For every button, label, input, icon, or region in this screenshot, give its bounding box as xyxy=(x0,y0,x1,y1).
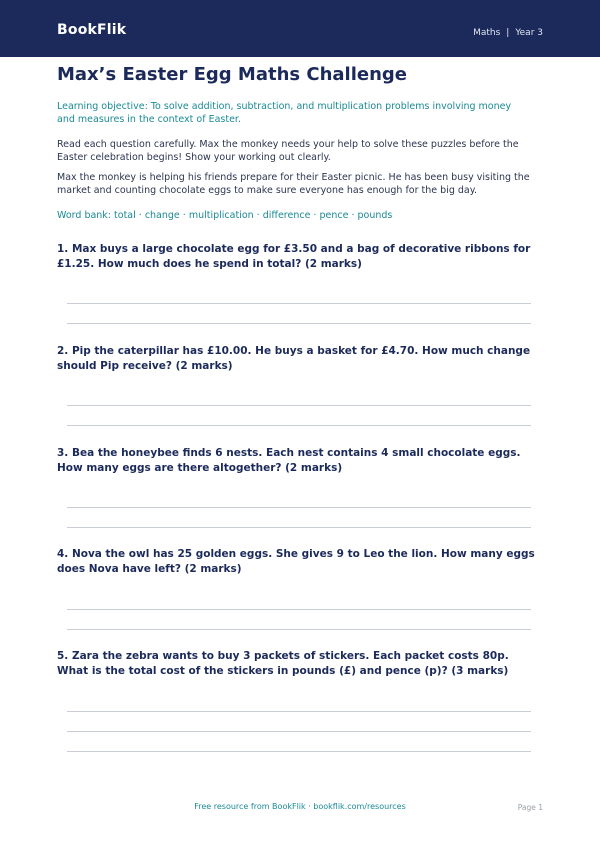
subject-label: Maths xyxy=(473,28,501,38)
answer-line xyxy=(67,609,531,610)
question-1: 1. Max buys a large chocolate egg for £3.50 and a bag of decorative ribbons for £1.25. How much does he spend in total? (2 marks) xyxy=(57,243,531,270)
page-number: Page 1 xyxy=(517,803,543,812)
answer-line xyxy=(67,629,531,630)
meta-separator: | xyxy=(506,28,510,38)
header-bar xyxy=(0,0,600,57)
question-5: 5. Zara the zebra wants to buy 3 packets of stickers. Each packet costs 80p. What is the total cost of the stickers in pounds (£) and pence (p)? (3 marks) xyxy=(57,650,509,677)
question-4: 4. Nova the owl has 25 golden eggs. She gives 9 to Leo the lion. How many eggs does Nova have left? (2 marks) xyxy=(57,548,535,575)
worksheet-title: Max’s Easter Egg Maths Challenge xyxy=(57,64,408,85)
answer-line xyxy=(67,323,531,324)
subject-year-label xyxy=(473,28,543,38)
answer-line xyxy=(67,751,531,752)
instructions-paragraph: Read each question carefully. Max the monkey needs your help to solve these puzzles before the Easter celebration begins! Show your working out clearly. xyxy=(57,139,519,163)
answer-line xyxy=(67,731,531,732)
answer-line xyxy=(67,425,531,426)
brand-logo: BookFlik xyxy=(57,22,127,38)
question-2: 2. Pip the caterpillar has £10.00. He buys a basket for £4.70. How much change should Pip receive? (2 marks) xyxy=(57,345,531,372)
answer-line xyxy=(67,527,531,528)
answer-line xyxy=(67,711,531,712)
word-bank: Word bank: total · change · multiplication · difference · pence · pounds xyxy=(57,210,393,221)
story-paragraph: Max the monkey is helping his friends prepare for their Easter picnic. He has been busy visiting the market and counting chocolate eggs to make sure everyone has enough for the big day. xyxy=(57,172,530,196)
question-3: 3. Bea the honeybee finds 6 nests. Each nest contains 4 small chocolate eggs. How many eggs are there altogether? (2 marks) xyxy=(57,447,521,474)
answer-line xyxy=(67,507,531,508)
learning-objective: Learning objective: To solve addition, subtraction, and multiplication problems involving money and measures in the context of Easter. xyxy=(57,101,512,125)
answer-line xyxy=(67,303,531,304)
year-label: Year 3 xyxy=(515,28,543,38)
answer-line xyxy=(67,405,531,406)
footer-resource-link: Free resource from BookFlik · bookflik.com/resources xyxy=(194,802,406,811)
